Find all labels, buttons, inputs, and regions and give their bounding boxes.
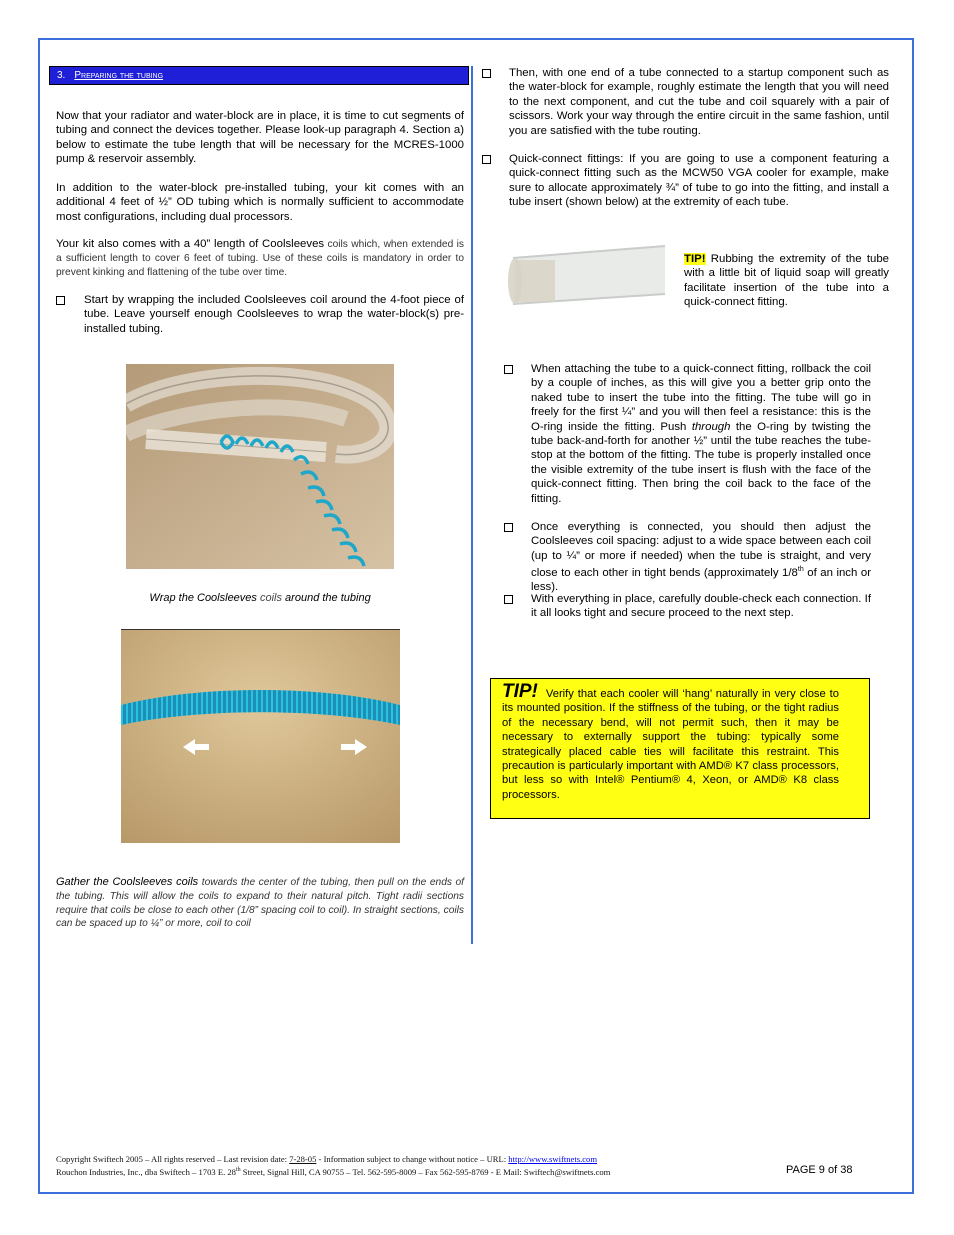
checkbox-icon xyxy=(504,362,516,374)
tip-text: Rubbing the extremity of the tube with a little bit of liquid soap will greatly facilitate insertion of the tube into a quick-connect fitting. xyxy=(684,253,889,309)
spacing-text-a: Once everything is connected, you should then adjust the Coolsleeves coil spacing: adjust to a wide space between each coil (up to ¼” or more if needed) when the tube is straight, and very close to each other in tight bends (approximately 1/8 xyxy=(531,521,871,580)
coolsleeves-detail-text: coils which, when extended is a sufficient length to cover 6 feet of tubing. Use of these coils is mandatory in order to prevent kinking and flattening of the tube over time. xyxy=(56,239,464,278)
right-bullet-attach xyxy=(531,362,871,506)
footer-copyright xyxy=(56,1154,597,1164)
spacing-sup: th xyxy=(797,566,804,574)
coolsleeves-stretch-photo xyxy=(121,629,400,843)
right-bullet-check: With everything in place, carefully double-check each connection. If it all looks tight and secure proceed to the next step. xyxy=(531,593,871,620)
wrap-photo-caption xyxy=(56,592,464,604)
attach-text-a: When attaching the tube to a quick-connect fitting, rollback the coil by a couple of inches, as this will give you a better grip onto the naked tube to insert the tube into the fitting. The tube will go in freely for the first ¼” and you will then feel a resistance: this is the O-ring inside the fitting. Push xyxy=(531,363,871,433)
right-bullet-quick-connect: Quick-connect fittings: If you are going to use a component featuring a quick-connect fitting such as the MCW50 VGA cooler for example, make sure to allocate approximately ¾” of tube to go into the fitting, and install a tube insert (shown below) at the extremity of each tube. xyxy=(509,153,889,209)
coolsleeves-wrap-photo xyxy=(126,364,394,569)
tip-label: TIP! xyxy=(684,253,706,265)
attach-text-em: through xyxy=(691,420,731,433)
column-divider xyxy=(471,66,473,944)
right-bullet-spacing xyxy=(531,520,871,595)
caption-part-a: Wrap the Coolsleeves xyxy=(149,592,260,604)
footer-revision-date: 7-28-05 xyxy=(289,1154,317,1164)
checkbox-icon xyxy=(482,66,494,78)
checkbox-icon xyxy=(482,152,494,164)
footer-url-link[interactable]: http://www.swiftnets.com xyxy=(508,1154,598,1164)
intro-paragraph: Now that your radiator and water-block are in place, it is time to cut segments of tubing and connect the devices together. Please look-up paragraph 4. Section a) below to estimate the tube length that will be necessary for the MCRES-1000 pump & reservoir assembly. xyxy=(56,110,464,166)
checkbox-icon xyxy=(504,520,516,532)
gather-detail-text: towards the center of the tubing, then pull on the ends of the tubing. This will allow the coils to expand to their natural pitch. Tight radii sections require that coils be close to each other (1/8” spacing coil to coil). In straight sections, coils can be spaced up to ¼” or more, coil to coil xyxy=(56,877,464,930)
spacing-text-b: of an inch or less). xyxy=(531,567,871,594)
caption-part-c: around the tubing xyxy=(282,592,371,604)
tube-insert-photo xyxy=(505,238,668,312)
checkbox-icon xyxy=(56,293,68,305)
checkbox-icon xyxy=(504,592,516,604)
attach-text-b: the O-ring by twisting the tube back-and-forth for another ½” until the tube reaches the tube-stop at the bottom of the fitting. The tube is properly installed once the visible extremity of the tube insert is flush with the face of the quick-connect fitting. Then bring the coil back to the face of the fitting. xyxy=(531,420,871,505)
page-number: PAGE 9 of 38 xyxy=(786,1164,853,1176)
gather-main-text: Gather the Coolsleeves coils xyxy=(56,876,199,888)
footer-address-a: Rouchon Industries, Inc., dba Swiftech – 1703 E. 28 xyxy=(56,1167,236,1177)
footer-address xyxy=(56,1167,610,1177)
footer-address-sup: th xyxy=(235,1167,241,1174)
tip-box xyxy=(490,678,870,819)
tip-box-label: TIP! xyxy=(502,681,538,702)
tip-insert-note xyxy=(684,252,889,310)
footer-address-b: Street, Signal Hill, CA 90755 – Tel. 562-595-8009 – Fax 562-595-8769 - E Mail: Swiftech@swiftnets.com xyxy=(240,1167,611,1177)
section-title: Preparing the tubing xyxy=(74,70,164,81)
right-bullet-cut: Then, with one end of a tube connected to a startup component such as the water-block for example, roughly estimate the length that you will need to the next component, and cut the tube and coil squarely with a pair of scissors. Work your way through the entire circuit in the same fashion, until you are satisfied with the tube routing. xyxy=(509,67,889,137)
footer-notice-text: - Information subject to change without notice – URL: xyxy=(316,1154,509,1164)
tubing-paragraph: In addition to the water-block pre-installed tubing, your kit comes with an additional 4 feet of ½” OD tubing which is normally sufficient to accommodate most configurations, including dual processors. xyxy=(56,182,464,223)
section-number: 3. xyxy=(57,70,66,81)
tip-box-text: Verify that each cooler will ‘hang’ naturally in very close to its mounted position. If the stiffness of the tubing, or the tight radius of the necessary bend, will not permit such, then it may be necessary to externally support the tubing: typically some strategically placed cable ties will facilitate this restraint. This precaution is particularly important with AMD® K7 class processors, but less so with Intel® Pentium® 4, Xeon, or AMD® K8 class processors. xyxy=(502,688,839,801)
left-bullet-wrap: Start by wrapping the included Coolsleeves coil around the 4-foot piece of tube. Leave yourself enough Coolsleeves to wrap the water-block(s) pre-installed tubing. xyxy=(84,294,464,335)
section-header xyxy=(49,66,469,85)
gather-caption xyxy=(56,876,464,931)
caption-part-b: coils xyxy=(259,592,282,604)
footer-copyright-text: Copyright Swiftech 2005 – All rights reserved – Last revision date: xyxy=(56,1154,290,1164)
coolsleeves-paragraph xyxy=(56,238,464,279)
coolsleeves-main-text: Your kit also comes with a 40” length of Coolsleeves xyxy=(56,238,325,250)
